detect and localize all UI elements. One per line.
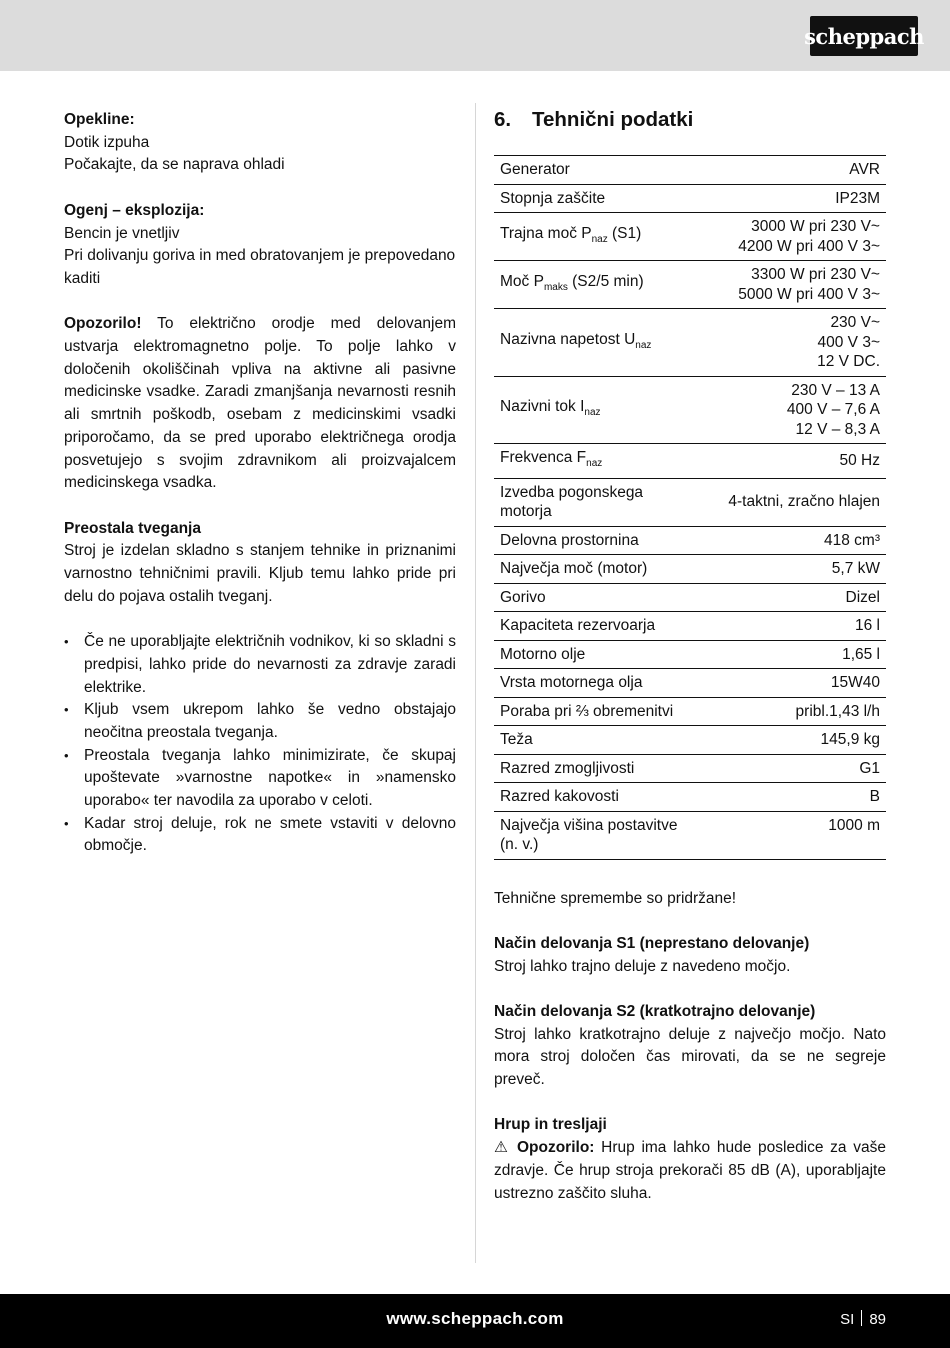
fire-title: Ogenj – eksplozija:: [64, 201, 205, 219]
spec-label: Moč $P_{maks}$ (S2/5 min): [494, 261, 696, 309]
list-item: • Preostala tveganja lahko minimizirate, če skupaj upoštevate »varnostne napotke« in »namensko uporabo« ter navodila za uporabo v celoti.: [64, 745, 456, 813]
spec-row: [494, 309, 886, 377]
page-number-value: 89: [869, 1311, 886, 1328]
section-title: Tehnični podatki: [532, 108, 694, 131]
warning-label: Opozorilo!: [64, 315, 142, 333]
spec-row: [494, 444, 886, 479]
website-link[interactable]: www.scheppach.com: [386, 1309, 564, 1328]
spec-value: 230 V~ 400 V 3~ 12 V DC.: [696, 309, 886, 377]
spec-label: Motorno olje: [494, 640, 696, 669]
spec-label: Vrsta motornega olja: [494, 669, 696, 698]
spec-value: IP23M: [696, 184, 886, 213]
spec-value: AVR: [696, 156, 886, 185]
tech-specs-table: [494, 155, 886, 860]
spec-row: [494, 783, 886, 812]
page-number: [840, 1310, 886, 1328]
spec-value: 230 V – 13 A 400 V – 7,6 A 12 V – 8,3 A: [696, 376, 886, 444]
page-separator: [861, 1310, 862, 1326]
fire-line: Pri dolivanju goriva in med obratovanjem je prepovedano kaditi: [64, 247, 456, 287]
spec-value: pribl.1,43 l/h: [696, 697, 886, 726]
spec-value: 15W40: [696, 669, 886, 698]
spec-value: 5,7 kW: [696, 555, 886, 584]
spec-value: 3000 W pri 230 V~ 4200 W pri 400 V 3~: [696, 213, 886, 261]
spec-label: Izvedba pogonskega motorja: [494, 478, 696, 526]
list-item: • Kljub vsem ukrepom lahko še vedno obstajajo neočitna preostala tveganja.: [64, 699, 456, 744]
spec-value: 4-taktni, zračno hlajen: [696, 478, 886, 526]
list-item: • Če ne uporabljajte električnih vodnikov, ki so skladni s predpisi, lahko pride do nevarnosti za zdravje zaradi elektrike.: [64, 631, 456, 699]
spec-label: Kapaciteta rezervoarja: [494, 612, 696, 641]
left-column: [64, 109, 456, 858]
noise-paragraph: [494, 1137, 886, 1205]
residual-risks-list: [64, 631, 456, 858]
spec-row: [494, 478, 886, 526]
spec-label: Nazivni tok $I_{naz}$: [494, 376, 696, 444]
burns-title: Opekline:: [64, 111, 135, 128]
page-footer: [0, 1294, 950, 1348]
spec-value: G1: [696, 754, 886, 783]
spec-label: Nazivna napetost $U_{naz}$: [494, 309, 696, 377]
spec-row: [494, 669, 886, 698]
spec-row: [494, 376, 886, 444]
burns-line: Počakajte, da se naprava ohladi: [64, 156, 285, 174]
emf-warning-paragraph: [64, 313, 456, 495]
noise-title: Hrup in tresljaji: [494, 1116, 607, 1134]
spec-row: [494, 697, 886, 726]
brand-logo: scheppach: [810, 16, 918, 56]
changes-note: Tehnične spremembe so pridržane!: [494, 889, 737, 907]
spec-label: Največja moč (motor): [494, 555, 696, 584]
spec-row: [494, 213, 886, 261]
s2-title: Način delovanja S2 (kratkotrajno delovanje): [494, 1002, 816, 1020]
spec-value: 1,65 l: [696, 640, 886, 669]
list-item: • Kadar stroj deluje, rok ne smete vstaviti v delovno območje.: [64, 813, 456, 858]
spec-value: 145,9 kg: [696, 726, 886, 755]
spec-label: Generator: [494, 156, 696, 185]
spec-value: 16 l: [696, 612, 886, 641]
spec-row: [494, 754, 886, 783]
spec-label: Stopnja zaščite: [494, 184, 696, 213]
spec-value: B: [696, 783, 886, 812]
burns-line: Dotik izpuha: [64, 133, 150, 151]
spec-row: [494, 583, 886, 612]
s1-text: Stroj lahko trajno deluje z navedeno močjo.: [494, 957, 791, 975]
spec-row: [494, 612, 886, 641]
spec-row: [494, 640, 886, 669]
spec-label: Teža: [494, 726, 696, 755]
spec-row: [494, 811, 886, 859]
spec-value: 1000 m: [696, 811, 886, 859]
spec-row: [494, 526, 886, 555]
spec-value: 3300 W pri 230 V~ 5000 W pri 400 V 3~: [696, 261, 886, 309]
spec-label: Trajna moč $P_{naz}$ (S1): [494, 213, 696, 261]
spec-label: Razred zmogljivosti: [494, 754, 696, 783]
s2-text: Stroj lahko kratkotrajno deluje z največjo močjo. Nato mora stroj določen čas mirovati, da se ne segreje preveč.: [494, 1025, 886, 1089]
spec-label: Gorivo: [494, 583, 696, 612]
warning-triangle-icon: ⚠: [494, 1139, 511, 1157]
noise-text: Hrup ima lahko hude posledice za vaše zdravje. Če hrup stroja prekorači 85 dB (A), uporabljajte ustrezno zaščito sluha.: [494, 1139, 886, 1202]
noise-warning-label: Opozorilo:: [516, 1139, 595, 1157]
language-code: SI: [840, 1311, 855, 1328]
right-column: [494, 105, 886, 1205]
spec-label: Razred kakovosti: [494, 783, 696, 812]
s1-title: Način delovanja S1 (neprestano delovanje): [494, 934, 810, 952]
spec-value: 418 cm³: [696, 526, 886, 555]
spec-value: 50 Hz: [696, 444, 886, 479]
page-header: [0, 0, 950, 71]
spec-label: Največja višina postavitve (n. v.): [494, 811, 696, 859]
warning-text: To električno orodje med delovanjem ustvarja elektromagnetno polje. To polje lahko v določenih okoliščinah vpliva na aktivne ali pasivne medicinske vsadke. Zaradi zmanjšanja nevarnosti resnih ali smrtnih poškodb, osebam z medicinskimi vsadki priporočamo, da se pred uporabo električnega orodja posvetujejo s svojim zdravnikom ali proizvajalcem medicinskega vsadka.: [64, 315, 456, 492]
spec-row: [494, 555, 886, 584]
spec-row: [494, 184, 886, 213]
residual-risks-title: Preostala tveganja: [64, 519, 201, 537]
spec-label: Poraba pri ⅔ obremenitvi: [494, 697, 696, 726]
spec-value: Dizel: [696, 583, 886, 612]
residual-risks-text: Stroj je izdelan skladno s stanjem tehnike in priznanimi varnostno tehničnimi pravili. Kljub temu lahko pride pri delu do pojava ostalih tveganj.: [64, 542, 456, 605]
column-divider: [475, 103, 476, 1263]
spec-label: Delovna prostornina: [494, 526, 696, 555]
spec-label: Frekvenca $F_{naz}$: [494, 444, 696, 479]
spec-row: [494, 726, 886, 755]
section-number: 6.: [494, 108, 512, 131]
spec-row: [494, 261, 886, 309]
spec-row: [494, 156, 886, 185]
fire-line: Bencin je vnetljiv: [64, 224, 180, 242]
section-heading: [494, 105, 886, 135]
